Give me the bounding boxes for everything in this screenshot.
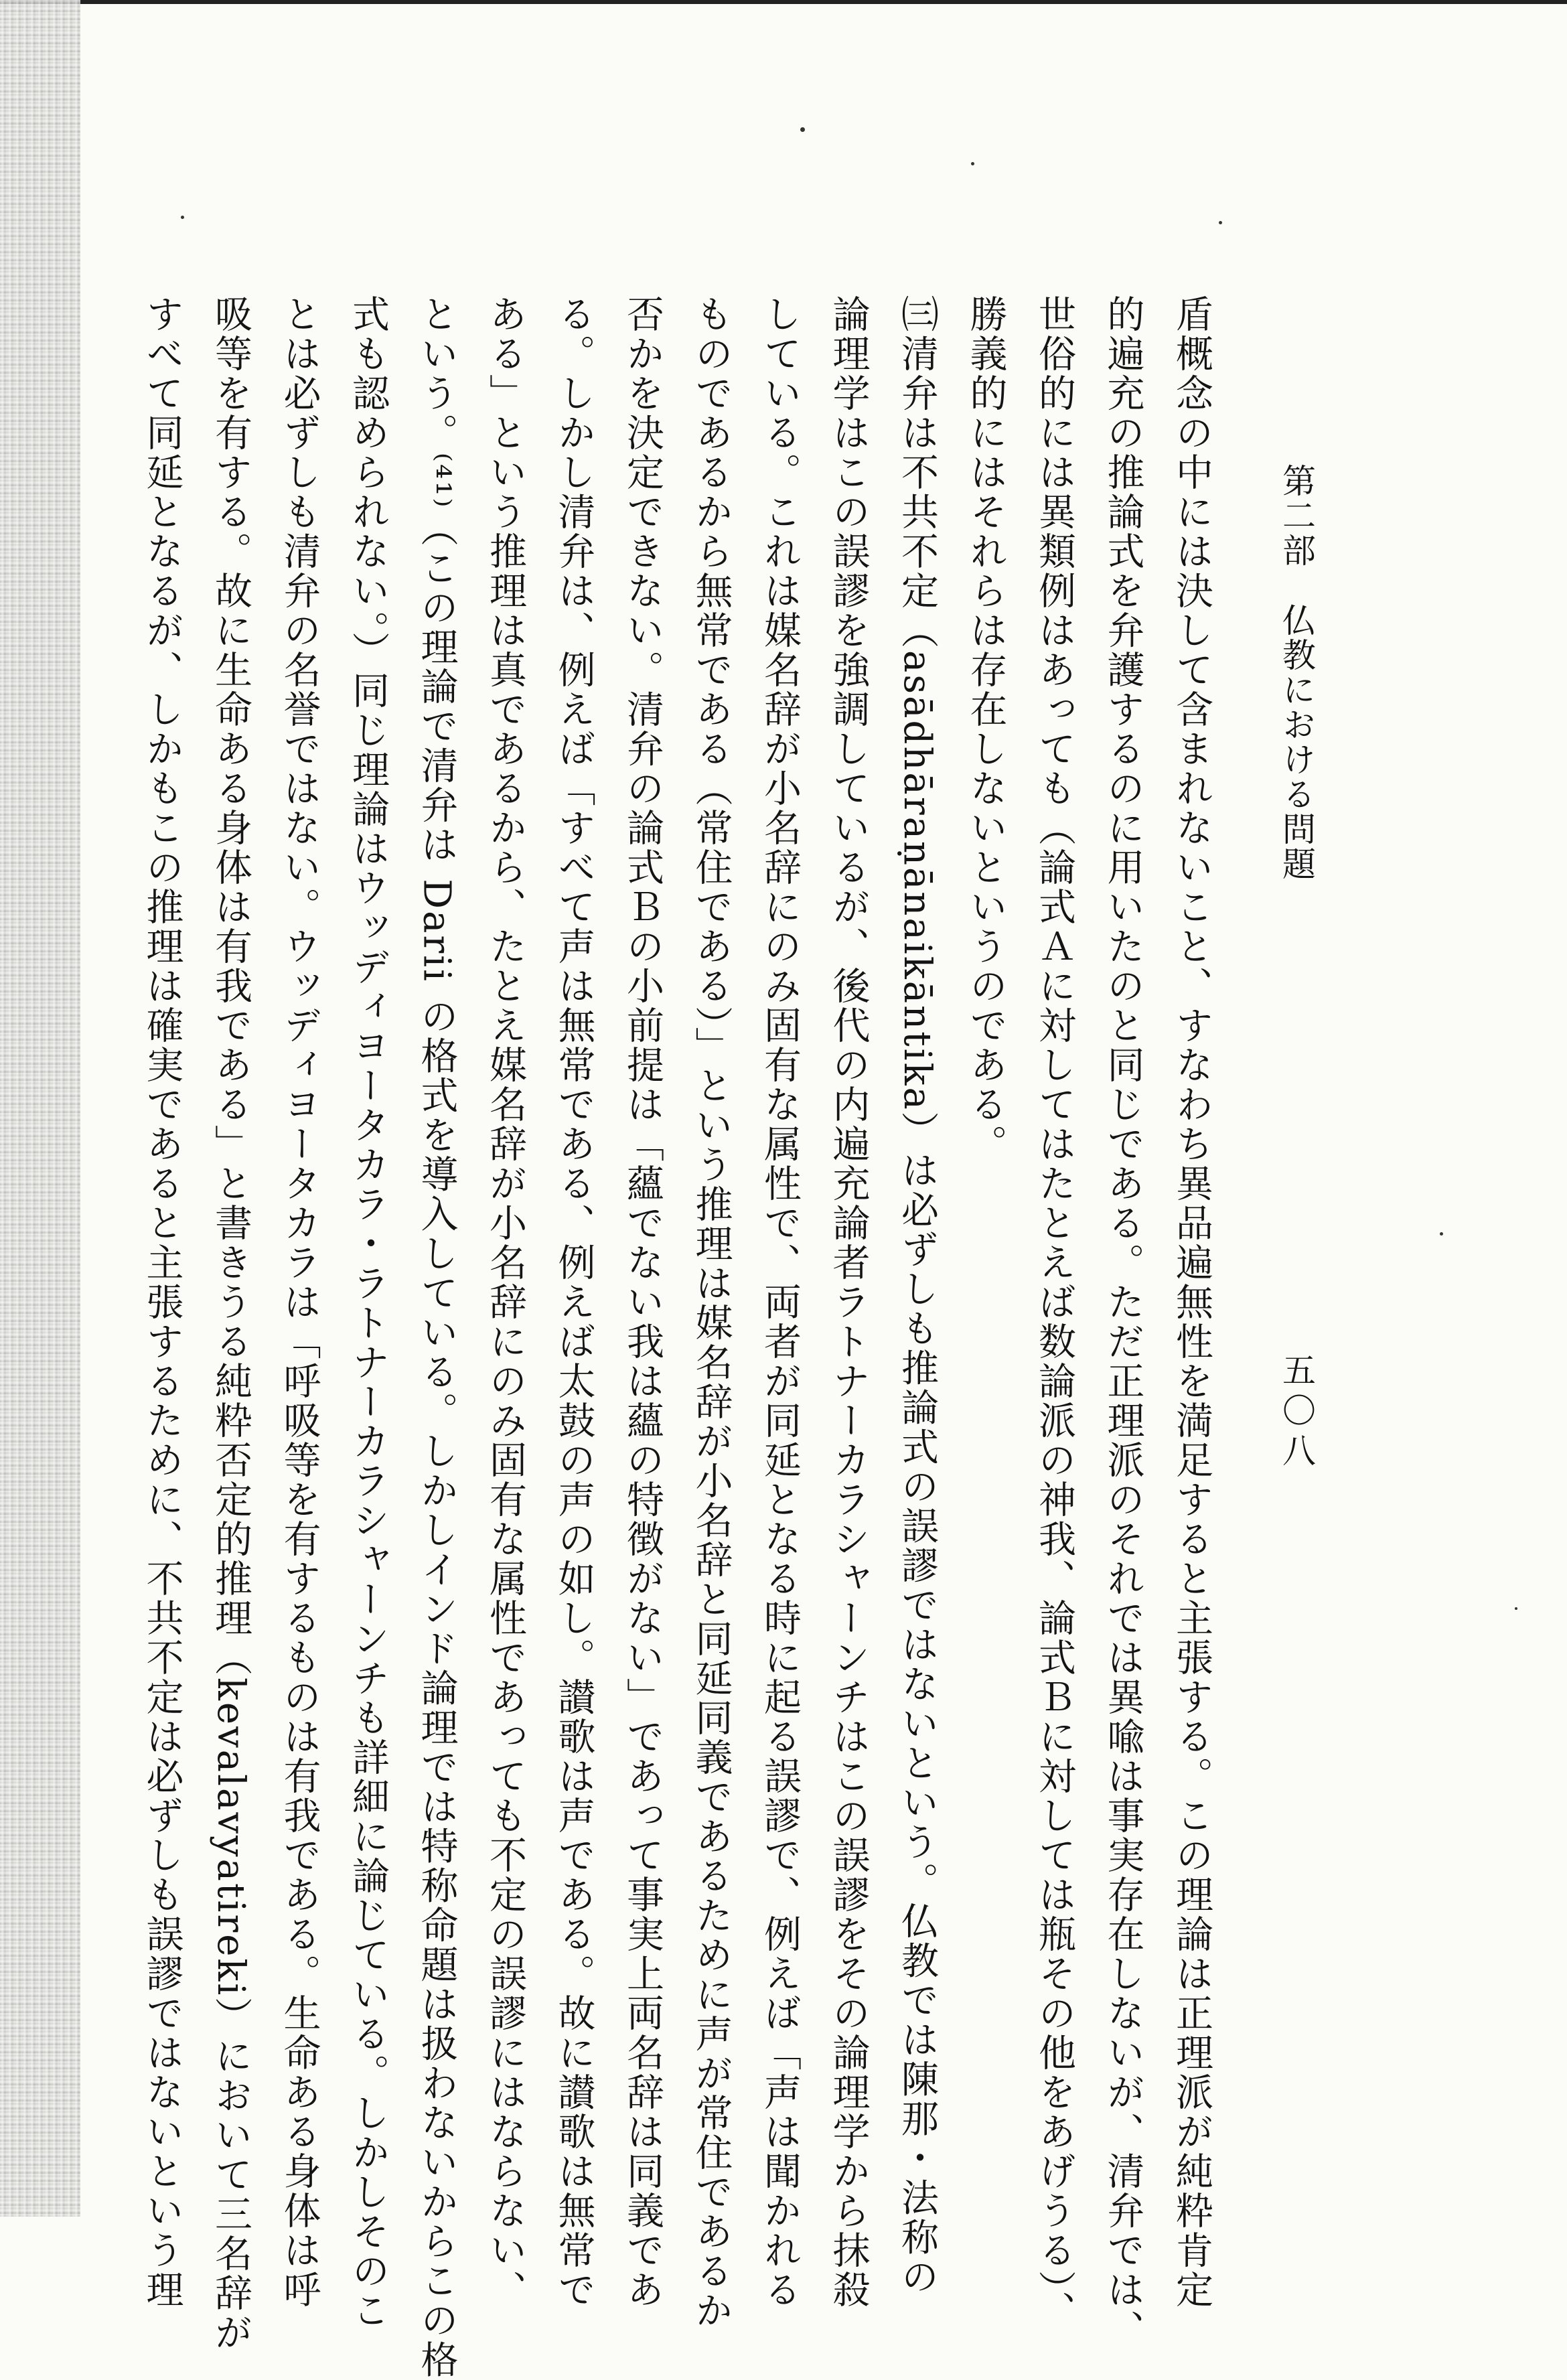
scan-speck [1219, 221, 1222, 224]
scan-speck [1515, 1607, 1517, 1610]
text-line: という。⁽⁴¹⁾（この理論で清弁は Darii の格式を導入している。しかしインド論理では特称命題は扱わないからこの格 [415, 295, 459, 2380]
page-number: 五〇八 [1277, 1353, 1316, 1473]
scan-speck [181, 216, 184, 219]
text-line: 盾概念の中には決して含まれないこと、すなわち異品遍無性を満足すると主張する。この理論は正理派が純粋肯定 [1170, 295, 1213, 2310]
text-line: ㈢清弁は不共不定（asādhāraṇānaikāntika）は必ずしも推論式の誤謬ではないという。仏教では陳那・法称の [895, 295, 939, 2297]
text-line: 式も認められない。）同じ理論はウッディヨータカラ・ラトナーカラシャーンチも詳細に論じている。しかしそのこ [346, 295, 390, 2330]
text-line: 否かを決定できない。清弁の論式Ｂの小前提は「蘊でない我は蘊の特徴がない」であって事実上両名辞は同義であ [621, 295, 664, 2310]
text-line: 論理学はこの誤謬を強調しているが、後代の内遍充論者ラトナーカラシャーンチはこの誤謬をその論理学から抹殺 [826, 295, 871, 2310]
text-line: 吸等を有する。故に生命ある身体は有我である」と書きうる純粋否定的推理（kevalavyatireki）において三名辞が [209, 295, 252, 2353]
text-line: すべて同延となるが、しかもこの推理は確実であると主張するために、不共不定は必ずしも誤謬ではないという理 [140, 295, 184, 2310]
scan-speck [800, 127, 805, 132]
text-line: 的遍充の推論式を弁護するのに用いたのと同じである。ただ正理派のそれでは異喩は事実存在しないが、清弁では、 [1101, 295, 1145, 2349]
text-line: る。しかし清弁は、例えば「すべて声は無常である、例えば太鼓の声の如し。讃歌は声である。故に讃歌は無常で [552, 295, 596, 2310]
text-line: 世俗的には異類例はあっても（論式Ａに対してはたとえば数論派の神我、論式Ｂに対しては瓶その他をあげうる）、 [1033, 295, 1076, 2330]
body-text [140, 295, 1225, 2380]
scan-edge-shadow [0, 0, 80, 2217]
text-line: ものであるから無常である（常住である）」という推理は媒名辞が小名辞と同延同義であるために声が常住であるか [689, 295, 733, 2330]
top-border-line [0, 0, 1567, 4]
text-line: とは必ずしも清弁の名誉ではない。ウッディヨータカラは「呼吸等を有するものは有我である。生命ある身体は呼 [277, 295, 321, 2310]
text-line: ある」という推理は真であるから、たとえ媒名辞が小名辞にのみ固有な属性であっても不定の誤謬にはならない、 [483, 295, 527, 2310]
running-head: 第二部 仏教における問題 [1277, 463, 1316, 881]
text-line: 勝義的にはそれらは存在しないというのである。 [964, 295, 1008, 1164]
scan-speck [971, 162, 974, 165]
scan-speck [1440, 1232, 1443, 1236]
text-line: している。これは媒名辞が小名辞にのみ固有な属性で、両者が同延となる時に起る誤謬で、例えば「声は聞かれる [758, 295, 802, 2310]
